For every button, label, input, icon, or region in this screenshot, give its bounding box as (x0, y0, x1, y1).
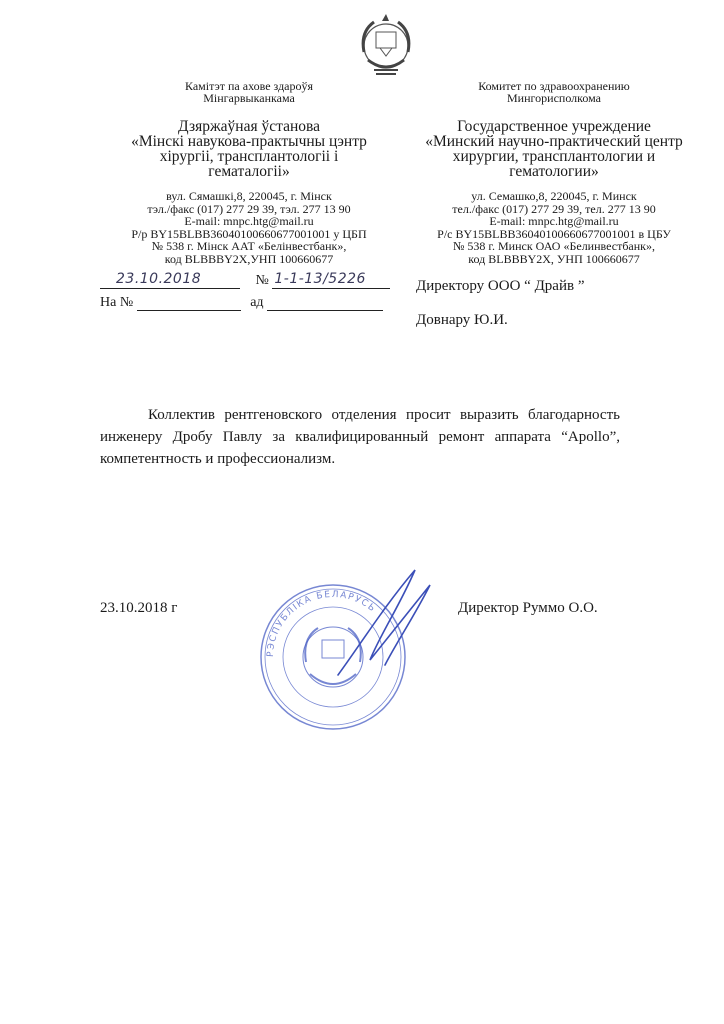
director-name: Директор Руммо О.О. (458, 600, 598, 616)
address-line: тел./факс (017) 277 29 39, тел. 277 13 90 (452, 201, 656, 216)
number-label: № (255, 273, 269, 288)
handwritten-number: 1-1-13/5226 (274, 271, 366, 287)
address-line: код BLBBBY2X,УНП 100660677 (164, 251, 334, 266)
ministry-line: Мінгарвыканкама (203, 91, 295, 105)
address-line: вул. Сямашкі,8, 220045, г. Мінск (166, 189, 332, 203)
org-name-line: Дзяржаўная ўстанова (178, 118, 320, 135)
address-line: Р/р BY15BLBB36040100660677001001 у ЦБП (131, 226, 367, 241)
addressee-line-2: Довнару Ю.И. (416, 312, 508, 328)
stamp-ring-text: РЭСПУБЛІКА БЕЛАРУСЬ (265, 589, 378, 658)
reference-line (100, 292, 383, 311)
org-name-line: гематалогіі» (208, 163, 290, 180)
header-left-belarusian (96, 80, 402, 265)
state-emblem-icon (354, 12, 418, 82)
address-line: тэл./факс (017) 277 29 39, тэл. 277 13 90 (147, 201, 351, 216)
address-line: код BLBBBY2X, УНП 100660677 (468, 251, 640, 266)
registration-line (100, 270, 390, 289)
header-right-russian (408, 80, 700, 265)
ministry-line: Мингорисполкома (507, 91, 601, 105)
handwritten-date: 23.10.2018 (116, 271, 202, 287)
org-name-line: «Минский научно-практический центр (425, 133, 683, 150)
org-name-line: хірургіі, трансплантологіі і (159, 148, 339, 165)
org-name-line: «Мінскі навукова-практычны цэнтр (131, 133, 367, 150)
letter-date: 23.10.2018 г (100, 600, 178, 616)
org-name-line: гематологии» (509, 163, 599, 180)
org-name-line: хирургии, трансплантологии и (452, 148, 656, 165)
ministry-line: Камітэт па ахове здароўя (184, 79, 314, 93)
ref-label: На № (100, 295, 134, 310)
director-signature (330, 565, 440, 685)
address-line: E-mail: mnpc.htg@mail.ru (184, 214, 314, 228)
number-field (272, 270, 390, 289)
address-line: Р/с BY15BLBB36040100660677001001 в ЦБУ (437, 226, 671, 241)
address-block (408, 190, 700, 265)
ministry-line: Комитет по здравоохранению (478, 79, 630, 93)
date-field (100, 270, 240, 289)
address-line: № 538 г. Минск ОАО «Белинвестбанк», (452, 239, 655, 253)
org-name-line: Государственное учреждение (457, 118, 651, 135)
ref-date-label: ад (250, 295, 264, 310)
ref-date-field (267, 292, 383, 311)
address-line: № 538 г. Мінск ААТ «Белінвестбанк», (151, 239, 347, 253)
letter-body: Коллектив рентгеновского отделения просит выразить благодарность инженеру Дробу Павлу за квалифицированный ремонт аппарата “Apollo”, компетентность и профессионализм. (100, 407, 620, 467)
address-line: ул. Семашко,8, 220045, г. Минск (471, 189, 637, 203)
ref-number-field (137, 292, 241, 311)
addressee-line-1: Директору ООО “ Драйв ” (416, 278, 585, 294)
address-block (96, 190, 402, 265)
address-line: E-mail: mnpc.htg@mail.ru (489, 214, 619, 228)
